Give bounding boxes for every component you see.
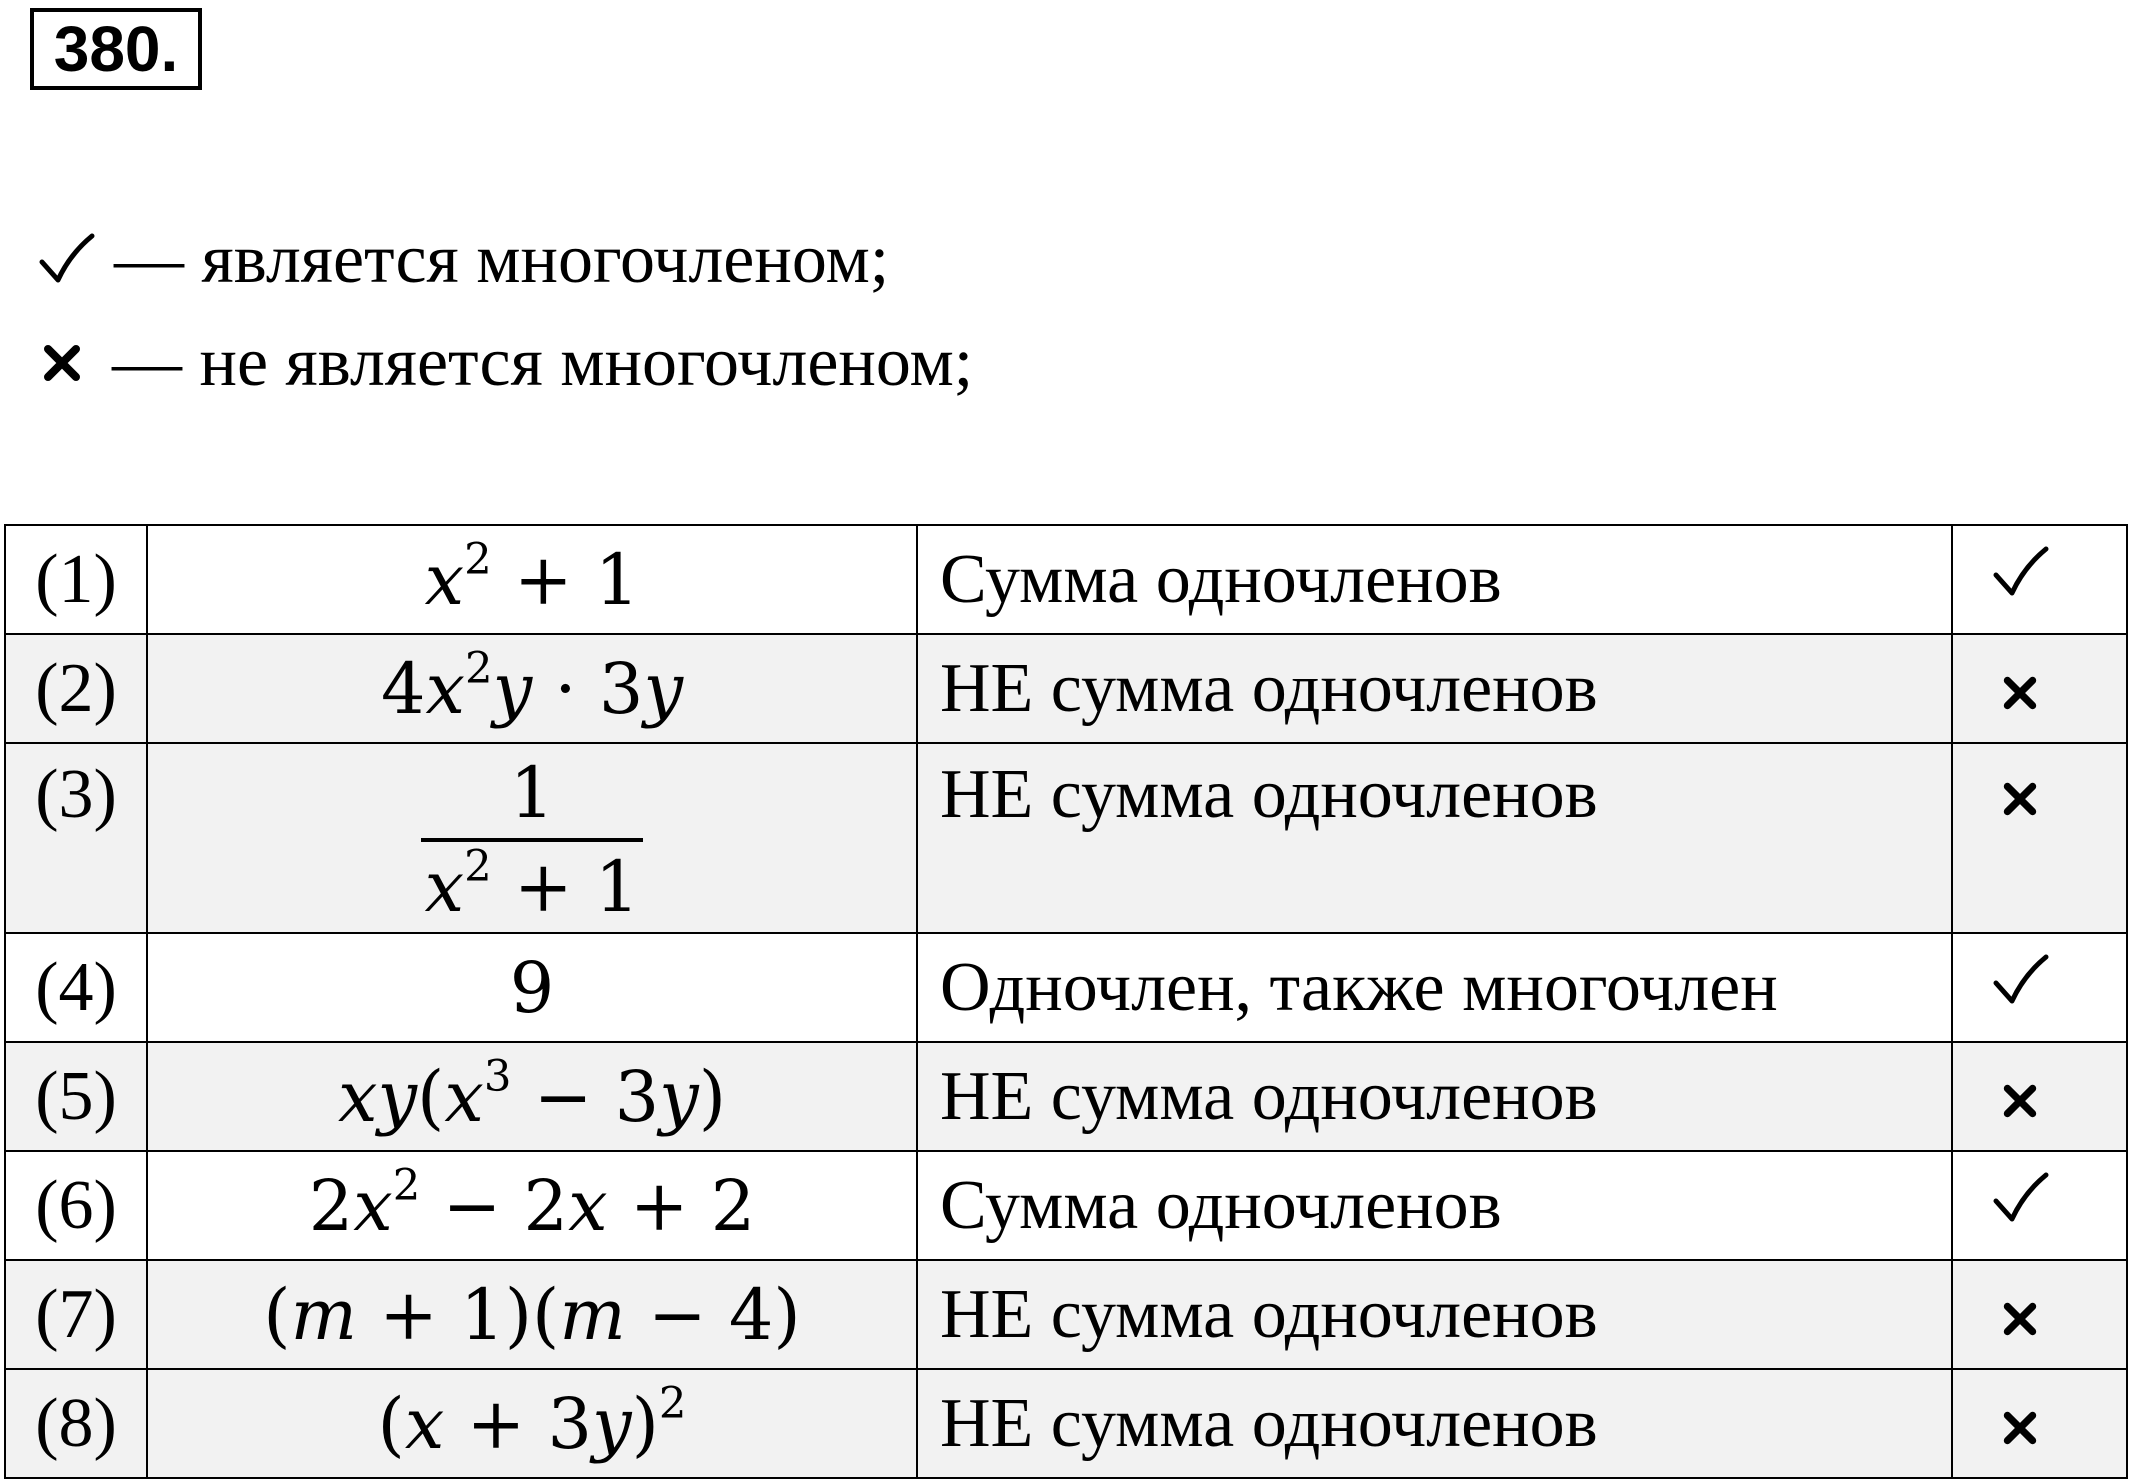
description-cell: НЕ сумма одночленов [917,1042,1952,1151]
row-number: (8) [5,1369,147,1478]
description-cell: НЕ сумма одночленов [917,743,1952,933]
row-number: (6) [5,1151,147,1260]
legend-not-polynomial [36,318,973,408]
cross-icon [2002,1083,2038,1119]
check-icon [36,230,96,290]
cross-icon [2002,675,2038,711]
row-number: (5) [5,1042,147,1151]
expression: 9 [509,946,555,1029]
expression-cell [147,634,917,743]
cross-icon [2002,781,2038,817]
description-cell: НЕ сумма одночленов [917,1369,1952,1478]
cross-icon [2002,1301,2038,1337]
mark-cell [1952,525,2127,634]
expression: (m + 1)(m − 4) [263,1273,801,1356]
polynomial-table [4,524,2128,1479]
check-icon [1990,543,2050,603]
expression: $4x^2y \cdot 3y$ [380,643,684,730]
legend-polynomial-text: — является многочленом; [114,221,890,298]
description-cell: Одночлен, также многочлен [917,933,1952,1042]
row-number: (7) [5,1260,147,1369]
description-cell: НЕ сумма одночленов [917,634,1952,743]
fraction-expression [421,752,644,928]
expression: $(x + 3y)^2$ [377,1378,687,1465]
expression: $xy(x^3 - 3y)$ [338,1051,726,1138]
expression-cell [147,525,917,634]
expression-cell [147,1369,917,1478]
check-icon [1990,951,2050,1011]
mark-cell [1952,1151,2127,1260]
expression-cell [147,743,917,933]
mark-cell [1952,933,2127,1042]
table-row [5,933,2127,1042]
table-row [5,1369,2127,1478]
mark-cell [1952,1042,2127,1151]
table-row [5,525,2127,634]
legend-not-polynomial-text: — не является многочленом; [112,324,974,401]
table-row [5,634,2127,743]
fraction-denominator: $x^2 + 1$ [421,838,644,922]
expression: $x^2 + 1$ [424,534,640,621]
mark-cell [1952,1260,2127,1369]
table-row [5,743,2127,933]
row-number: (1) [5,525,147,634]
table-row [5,1151,2127,1260]
expression-cell [147,1151,917,1260]
cross-icon [42,343,82,383]
cross-icon [2002,1410,2038,1446]
fraction-numerator: 1 [509,752,555,834]
table-row [5,1260,2127,1369]
row-number: (3) [5,743,147,933]
row-number: (4) [5,933,147,1042]
description-cell: НЕ сумма одночленов [917,1260,1952,1369]
row-number: (2) [5,634,147,743]
mark-cell [1952,1369,2127,1478]
mark-cell [1952,743,2127,933]
legend-polynomial [36,215,889,305]
table-row [5,1042,2127,1151]
expression: $2x^2 - 2x + 2$ [308,1160,756,1247]
expression-cell [147,1260,917,1369]
expression-cell [147,933,917,1042]
description-cell: Сумма одночленов [917,525,1952,634]
problem-number: 380. [30,8,202,90]
expression-cell [147,1042,917,1151]
check-icon [1990,1169,2050,1229]
mark-cell [1952,634,2127,743]
description-cell: Сумма одночленов [917,1151,1952,1260]
